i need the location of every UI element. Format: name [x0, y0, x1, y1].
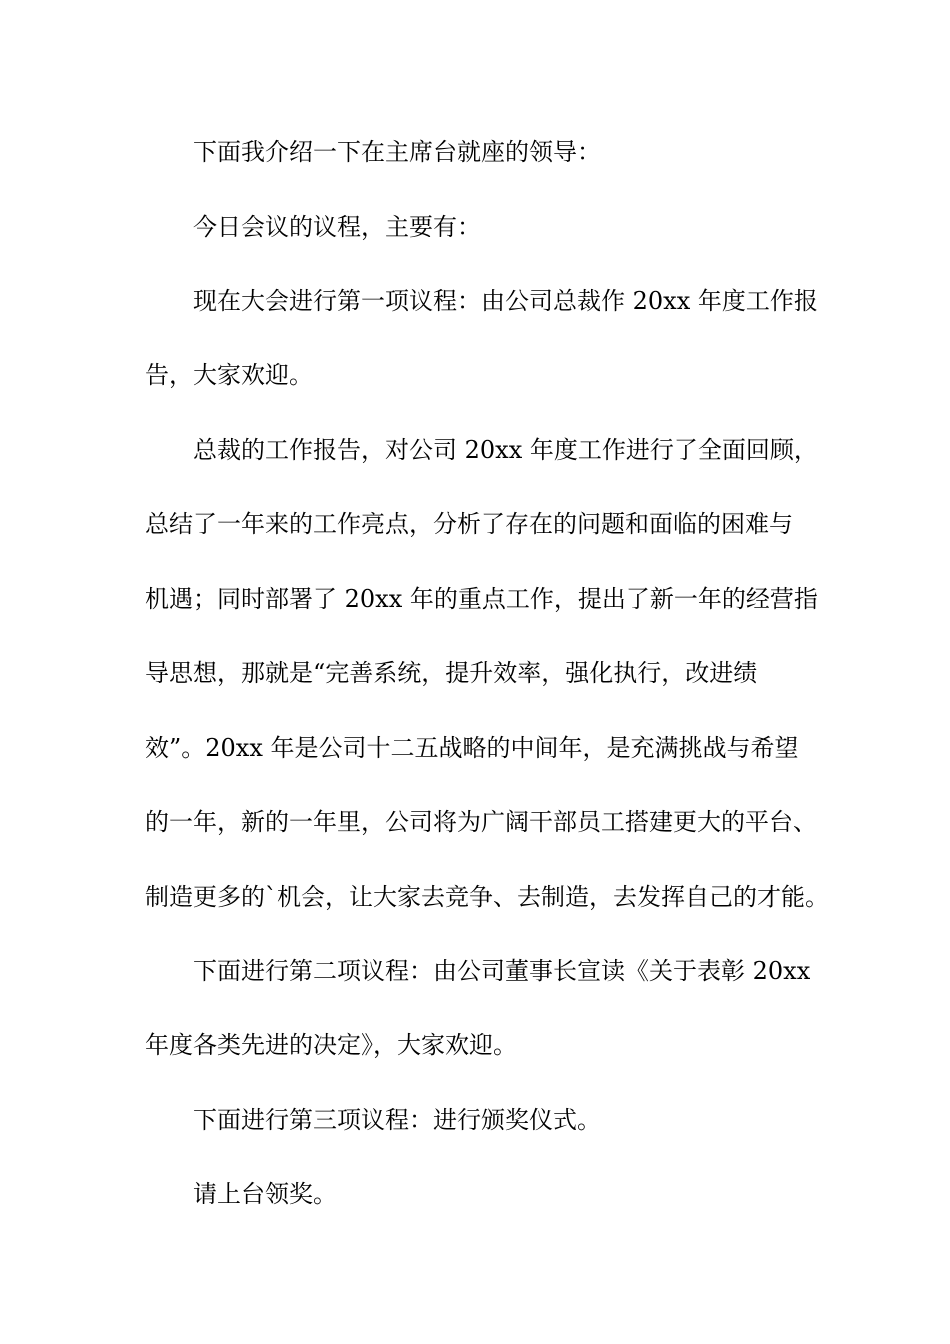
paragraph-second-item-line-1: 下面进行第二项议程：由公司董事长宣读《关于表彰 20xx: [193, 957, 811, 985]
paragraph-report-line-6: 的一年，新的一年里，公司将为广阔干部员工搭建更大的平台、: [145, 808, 817, 836]
paragraph-first-item-line-1: 现在大会进行第一项议程：由公司总裁作 20xx 年度工作报: [193, 287, 818, 315]
paragraph-agenda-intro: 今日会议的议程，主要有：: [193, 213, 481, 241]
paragraph-award-invite: 请上台领奖。: [193, 1180, 337, 1208]
paragraph-first-item-line-2: 告，大家欢迎。: [145, 361, 313, 389]
paragraph-third-item: 下面进行第三项议程：进行颁奖仪式。: [193, 1106, 601, 1134]
paragraph-report-line-4: 导思想，那就是“完善系统，提升效率，强化执行，改进绩: [145, 659, 758, 687]
paragraph-report-line-7: 制造更多的`机会，让大家去竞争、去制造，去发挥自己的才能。: [145, 883, 829, 911]
paragraph-report-line-2: 总结了一年来的工作亮点，分析了存在的问题和面临的困难与: [145, 510, 793, 538]
paragraph-report-line-5: 效”。20xx 年是公司十二五战略的中间年，是充满挑战与希望: [145, 734, 799, 762]
paragraph-report-line-1: 总裁的工作报告，对公司 20xx 年度工作进行了全面回顾，: [193, 436, 818, 464]
paragraph-leaders-intro: 下面我介绍一下在主席台就座的领导：: [193, 138, 601, 166]
paragraph-report-line-3: 机遇；同时部署了 20xx 年的重点工作，提出了新一年的经营指: [145, 585, 818, 613]
paragraph-second-item-line-2: 年度各类先进的决定》，大家欢迎。: [145, 1031, 517, 1059]
